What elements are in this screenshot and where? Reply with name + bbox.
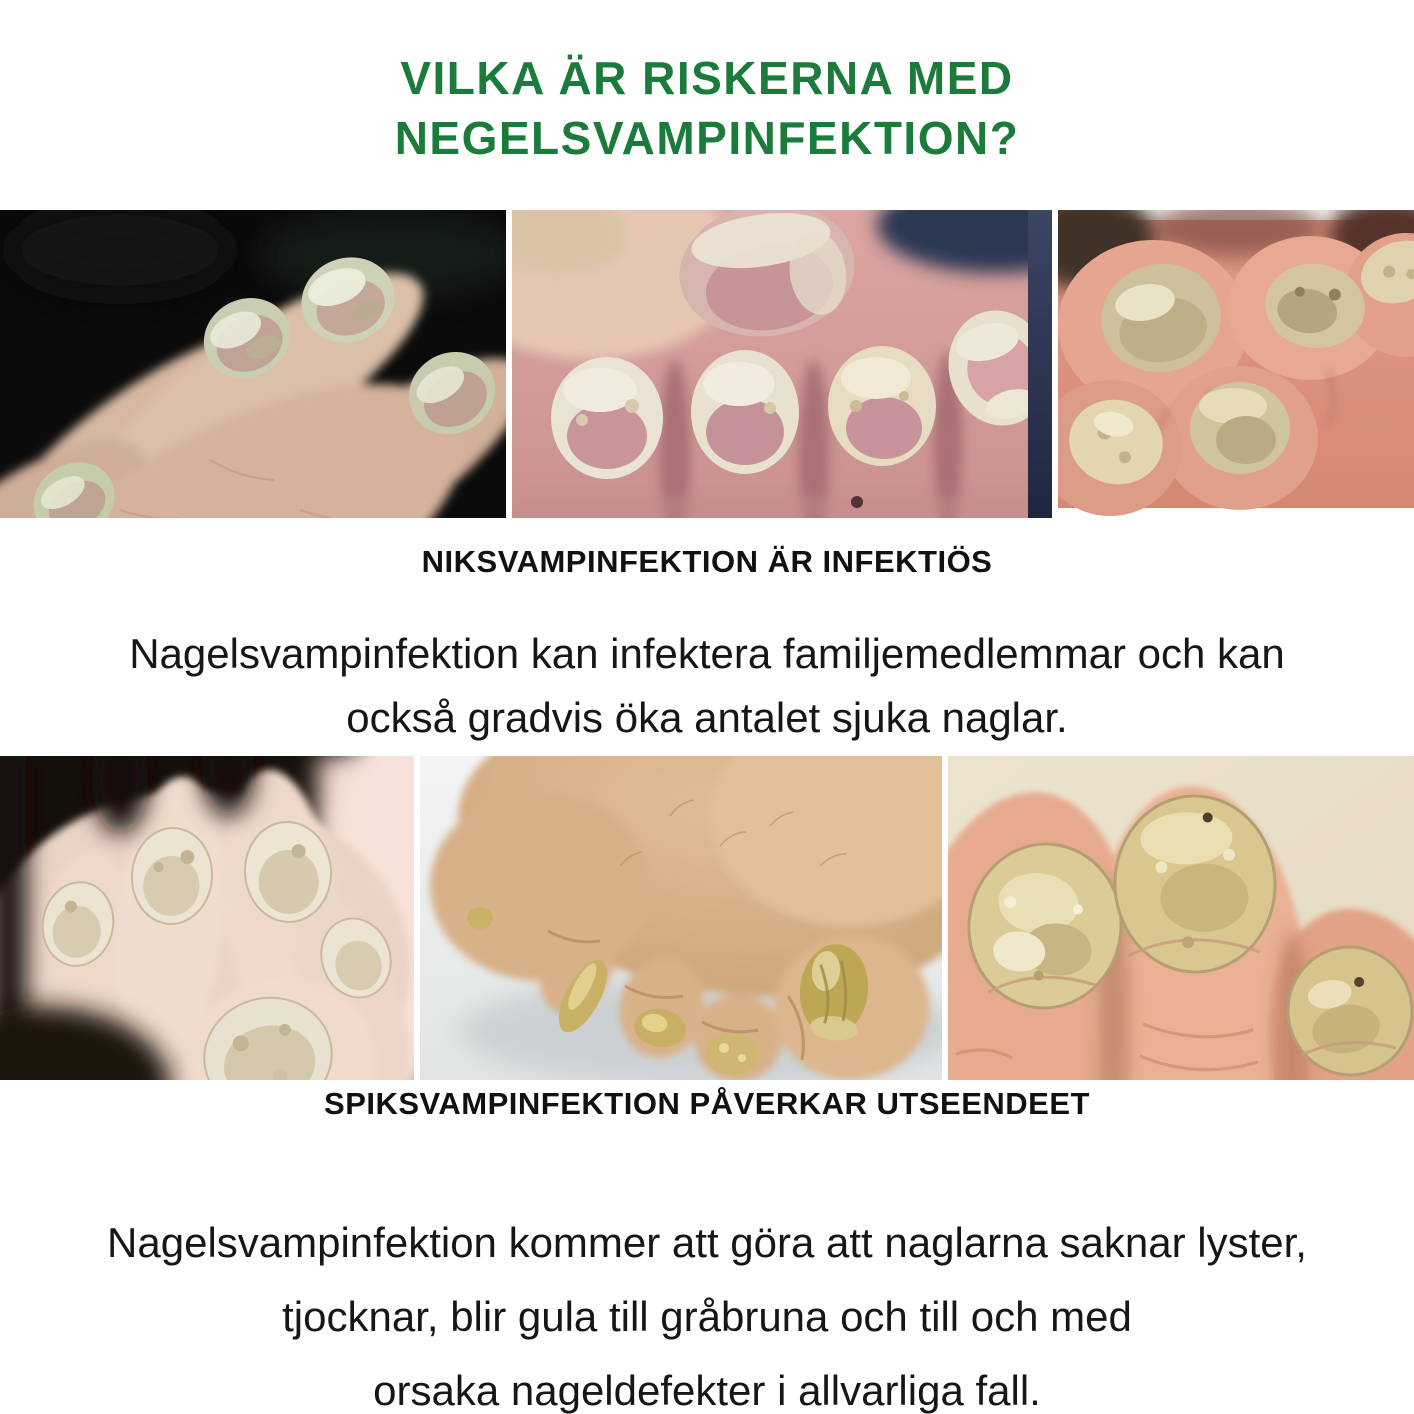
photo-illustration xyxy=(0,756,414,1080)
section2-body xyxy=(0,1206,1414,1414)
photo-illustration xyxy=(420,756,942,1080)
photo-foot-yellow-toenails xyxy=(420,756,942,1080)
photo-crumbly-white-nails xyxy=(0,756,414,1080)
photo-onycholysis-closeup xyxy=(512,210,1052,518)
section1-body-line2: också gradvis öka antalet sjuka naglar. xyxy=(346,694,1068,741)
section1-body xyxy=(0,622,1414,750)
photo-illustration xyxy=(512,210,1052,518)
section2-body-line3: orsaka nageldefekter i allvarliga fall. xyxy=(373,1367,1041,1414)
photo-toes-thick-nails xyxy=(1058,210,1414,518)
photo-row-1 xyxy=(0,210,1414,518)
photo-infected-fingernails-dark xyxy=(0,210,506,518)
page-title-line2: NEGELSVAMPINFEKTION? xyxy=(394,112,1020,164)
photo-illustration xyxy=(0,210,506,518)
page-title xyxy=(0,48,1414,168)
section1-body-line1: Nagelsvampinfektion kan infektera familjemedlemmar och kan xyxy=(129,630,1285,677)
section2-body-line1: Nagelsvampinfektion kommer att göra att naglarna saknar lyster, xyxy=(107,1219,1307,1266)
photo-crusty-fingernails-beige xyxy=(948,756,1414,1080)
photo-illustration xyxy=(1058,210,1414,518)
section2-caption: SPIKSVAMPINFEKTION PÅVERKAR UTSEENDEET xyxy=(324,1086,1090,1121)
photo-row-2 xyxy=(0,756,1414,1080)
section1-caption: NIKSVAMPINFEKTION ÄR INFEKTIÖS xyxy=(421,544,993,579)
section2-body-line2: tjocknar, blir gula till gråbruna och till och med xyxy=(282,1293,1132,1340)
photo-illustration xyxy=(948,756,1414,1080)
page-title-line1: VILKA ÄR RISKERNA MED xyxy=(400,52,1014,104)
